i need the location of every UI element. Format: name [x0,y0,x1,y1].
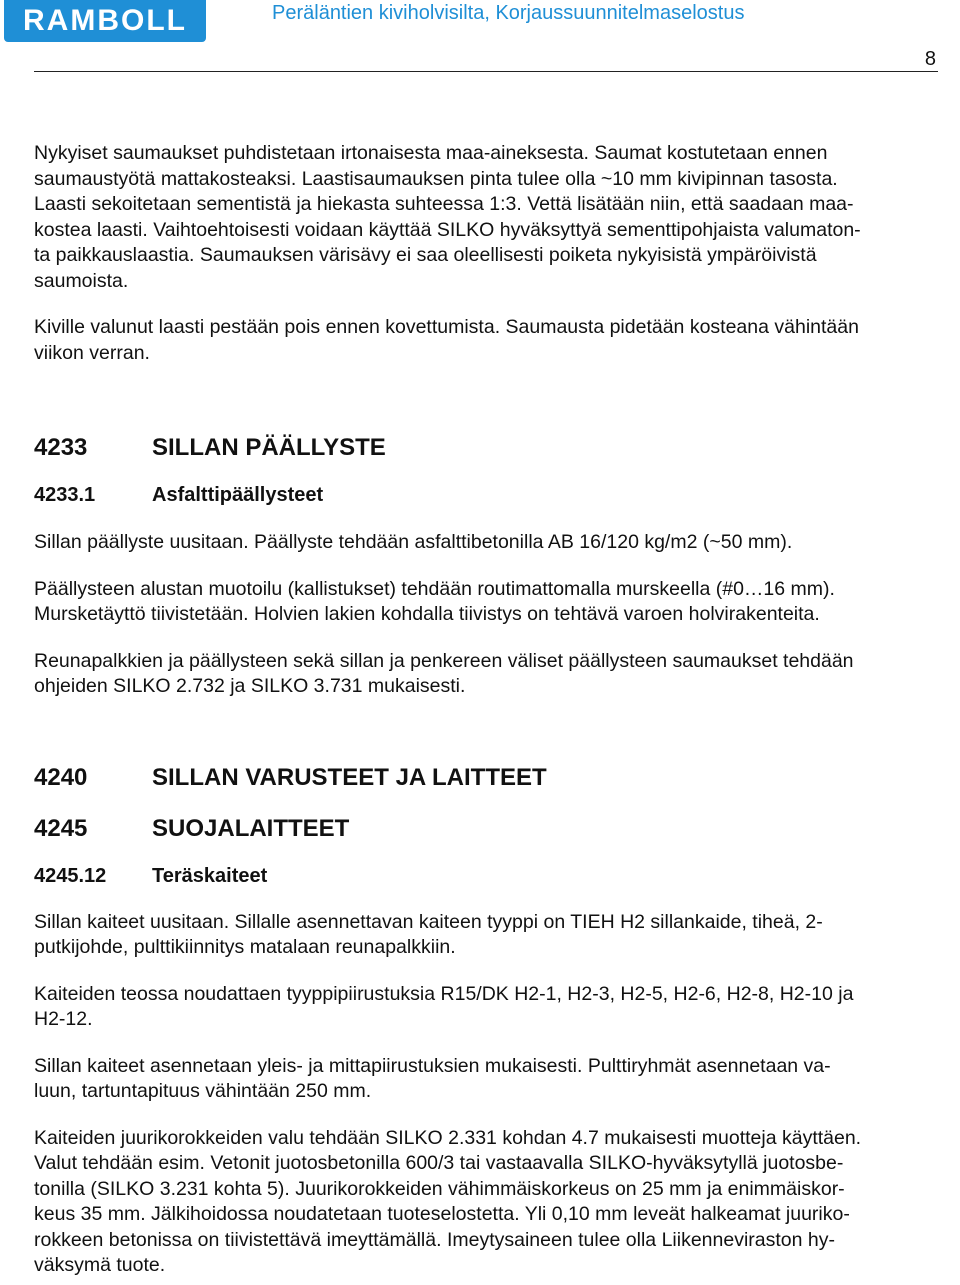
section-title: Teräskaiteet [152,864,268,887]
section-number: 4233.1 [34,484,96,506]
section-number: 4245.12 [34,864,107,887]
paragraph-pavement: Sillan päällyste uusitaan. Päällyste tehdään asfalttibetonilla AB 16/120 kg/m2 (~50 mm). [34,531,793,553]
paragraph-grouting: Nykyiset saumaukset puhdistetaan irtonaisesta maa-aineksesta. Saumat kostutetaan ennen saumaustyötä mattakosteaksi. Laastisaumauksen pinta tulee olla ~10 mm kivipinnan tasosta. Laasti sekoitetaan sementistä ja hiekasta suhteessa 1:3. Vettä lisätään niin, että saadaan maa- kostea laasti. Vaihtoehtoisesti voidaan käyttää SILKO hyväksyttyä sementtipohjaista valumaton- ta paikkauslaastia. Saumauksen värisävy ei saa oleellisesti poiketa nykyisistä ympäröivistä saumoista. [34,142,861,292]
section-title: SILLAN PÄÄLLYSTE [152,434,386,461]
paragraph-casting: Kaiteiden juurikorokkeiden valu tehdään SILKO 2.331 kohdan 4.7 mukaisesti muotteja käyttäen. Valut tehdään esim. Vetonit juotosbetonilla 600/3 tai vastaavalla SILKO-hyväksytyllä juotosbe- tonilla (SILKO 3.231 kohta 5). Juurikorokkeiden vähimmäiskorkeus on 25 mm ja enimmäiskor- keus 35 mm. Jälkihoidossa noudatetaan tuoteselostetta. Yli 0,10 mm leveät halkeamat juuriko- rokkeen betonissa on tiivistettävä imeyttämällä. Imeytysaineen tulee olla Liikenneviraston hy- väksymä tuote. [34,1126,862,1276]
section-title: Asfalttipäällysteet [152,484,324,506]
paragraph-joints: Reunapalkkien ja päällysteen sekä sillan ja penkereen väliset päällysteen saumaukset tehdään ohjeiden SILKO 2.732 ja SILKO 3.731 mukaisesti. [34,649,854,697]
section-number: 4233 [34,434,88,461]
heading-4233-1 [34,482,960,508]
heading-4245-12 [34,863,960,889]
page-header [0,0,960,72]
document-title: Peräläntien kiviholvisilta, Korjaussuunnitelmaselostus [272,2,745,24]
paragraph-installation: Sillan kaiteet asennetaan yleis- ja mittapiirustuksien mukaisesti. Pulttiryhmät asennetaan va- luun, tartuntapituus vähintään 250 mm. [34,1054,831,1102]
paragraph-railings: Sillan kaiteet uusitaan. Sillalle asennettavan kaiteen tyyppi on TIEH H2 sillankaide, tiheä, 2- putkijohde, pulttikiinnitys matalaan reunapalkkiin. [34,910,823,958]
heading-4233 [34,433,960,463]
logo-text: RAMBOLL [23,4,187,37]
document-body [34,141,960,1279]
section-title: SUOJALAITTEET [152,814,350,842]
page-number: 8 [924,48,936,70]
paragraph-drawings: Kaiteiden teossa noudattaen tyyppipiirustuksia R15/DK H2-1, H2-3, H2-5, H2-6, H2-8, H2-10 ja H2-12. [34,982,854,1030]
heading-4245 [34,814,960,844]
header-divider [34,71,938,72]
section-title: SILLAN VARUSTEET JA LAITTEET [152,763,547,791]
section-number: 4245 [34,814,88,842]
section-number: 4240 [34,763,88,791]
paragraph-cleaning: Kiville valunut laasti pestään pois ennen kovettumista. Saumausta pidetään kosteana vähintään viikon verran. [34,316,859,364]
heading-4240 [34,763,960,793]
paragraph-base: Päällysteen alustan muotoilu (kallistukset) tehdään routimattomalla murskeella (#0…16 mm). Mursketäyttö tiivistetään. Holvien lakien kohdalla tiivistys on tehtävä varoen holvirakenteita. [34,577,835,625]
ramboll-logo [4,0,206,42]
